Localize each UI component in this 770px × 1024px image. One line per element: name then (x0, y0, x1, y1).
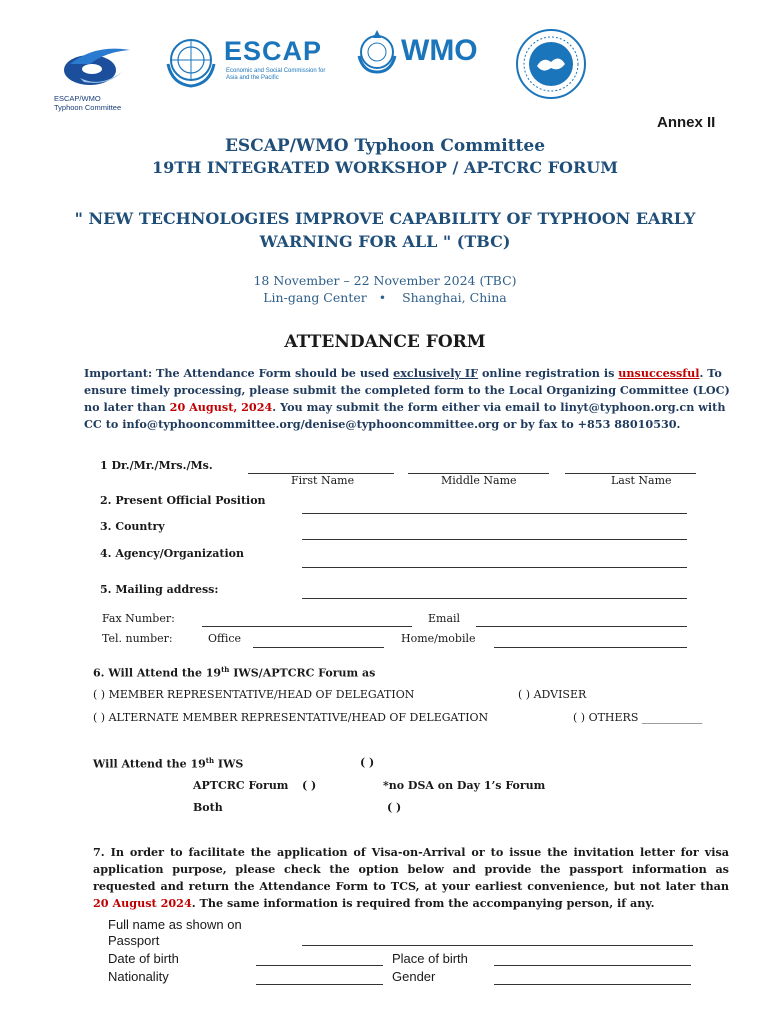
attend-text-b: IWS (214, 757, 244, 771)
event-dates: 18 November – 22 November 2024 (TBC) (253, 273, 517, 288)
role-question-text-b: IWS/APTCRC Forum as (229, 666, 376, 680)
mobile-phone-field[interactable] (494, 647, 687, 648)
venue-bullet: • (378, 290, 387, 305)
agency-field[interactable] (302, 567, 687, 568)
mailing-address-label: 5. Mailing address: (100, 583, 219, 596)
attend-text-a: Will Attend the 19 (93, 757, 206, 771)
visa-text-2: . The same information is required from the accompanying person, if any. (191, 896, 655, 910)
email-label: Email (428, 612, 461, 625)
escap-logo-subtitle: Economic and Social Commission for Asia and the Pacific (226, 68, 326, 81)
aptcrc-forum-label: APTCRC Forum (193, 779, 289, 792)
visa-text-1: 7. In order to facilitate the application of Visa-on-Arrival or to issue the invitation letter for visa application purpose, please check the option below and provide the passport information as requested and return the Attendance Form to TCS, at your earliest convenience, but not later than (93, 845, 729, 893)
annex-label: Annex II (657, 114, 716, 131)
attend-iws-label (93, 756, 243, 771)
cma-seal-icon (515, 28, 587, 100)
attend-sup: th (205, 756, 215, 765)
typhoon-committee-logo (50, 42, 140, 110)
first-name-label: First Name (291, 474, 355, 487)
email-field[interactable] (476, 626, 687, 627)
gender-field[interactable] (494, 984, 691, 985)
option-others[interactable]: ( ) OTHERS ___________ (573, 711, 703, 724)
wmo-logo-name: WMO (401, 34, 478, 67)
escap-logo-name: ESCAP (224, 36, 323, 66)
event-venue (0, 290, 770, 305)
important-notice (84, 365, 734, 433)
passport-name-field[interactable] (302, 945, 693, 946)
form-title: ATTENDANCE FORM (284, 332, 486, 352)
dob-label: Date of birth (108, 951, 179, 966)
workshop-title: 19TH INTEGRATED WORKSHOP / AP-TCRC FORUM (152, 158, 618, 177)
important-text-1: Important: The Attendance Form should be used (84, 366, 394, 380)
visa-deadline: 20 August 2024 (93, 896, 192, 910)
important-exclusive: exclusively IF (393, 366, 479, 380)
position-field[interactable] (302, 513, 687, 514)
fax-field[interactable] (202, 626, 412, 627)
nationality-label: Nationality (108, 969, 169, 984)
important-text-3: . To ensure timely processing, please submit the completed form to the Local Organizing Committee (LOC) no later than (84, 366, 730, 414)
theme-line-2: WARNING FOR ALL " (TBC) (259, 232, 511, 251)
last-name-label: Last Name (611, 474, 672, 487)
dsa-note: *no DSA on Day 1’s Forum (383, 779, 546, 792)
home-mobile-label: Home/mobile (401, 632, 476, 645)
country-field[interactable] (302, 539, 687, 540)
pob-field[interactable] (494, 965, 691, 966)
fax-label: Fax Number: (102, 612, 175, 625)
venue-name: Lin-gang Center (263, 290, 367, 305)
committee-title: ESCAP/WMO Typhoon Committee (224, 136, 546, 156)
wmo-logo (355, 28, 500, 78)
theme-line-1: " NEW TECHNOLOGIES IMPROVE CAPABILITY OF TYPHOON EARLY (74, 209, 696, 228)
visa-instructions (93, 844, 729, 912)
office-phone-field[interactable] (253, 647, 384, 648)
wmo-emblem-icon (355, 28, 399, 74)
middle-name-label: Middle Name (441, 474, 517, 487)
gender-label: Gender (392, 969, 436, 984)
role-question-text-a: 6. Will Attend the 19 (93, 666, 222, 680)
option-alternate-member[interactable]: ( ) ALTERNATE MEMBER REPRESENTATIVE/HEAD OF DELEGATION (93, 711, 489, 724)
position-label: 2. Present Official Position (100, 494, 266, 507)
mailing-address-field[interactable] (302, 598, 687, 599)
office-label: Office (208, 632, 242, 645)
agency-label: 4. Agency/Organization (100, 547, 244, 560)
cma-seal-logo (515, 28, 587, 100)
both-label: Both (193, 801, 223, 814)
typhoon-swirl-icon (50, 42, 140, 92)
escap-logo (162, 34, 332, 90)
un-emblem-icon (162, 34, 220, 90)
tel-label: Tel. number: (102, 632, 173, 645)
attendance-role-question (93, 665, 375, 680)
title-prefix-label: 1 Dr./Mr./Mrs./Ms. (100, 459, 213, 472)
option-adviser[interactable]: ( ) ADVISER (518, 688, 587, 701)
important-unsuccessful: unsuccessful (618, 366, 700, 380)
aptcrc-forum-checkbox[interactable]: ( ) (302, 779, 317, 792)
important-deadline: 20 August, 2024 (169, 400, 273, 414)
dob-field[interactable] (256, 965, 383, 966)
pob-label: Place of birth (392, 951, 468, 966)
important-text-4: . You may submit the form either via email to linyt@typhoon.org.cn with CC to info@typhooncommittee.org/denise@typhooncommittee.org or by fax to +853 88010530. (84, 400, 726, 431)
venue-city: Shanghai, China (402, 290, 507, 305)
iws-checkbox[interactable]: ( ) (360, 756, 375, 769)
passport-name-label: Full name as shown on Passport (108, 917, 242, 948)
both-checkbox[interactable]: ( ) (387, 801, 402, 814)
nationality-field[interactable] (256, 984, 383, 985)
typhoon-committee-logo-text: ESCAP/WMO Typhoon Committee (54, 94, 122, 112)
important-text-2: online registration is (478, 366, 619, 380)
country-label: 3. Country (100, 520, 165, 533)
option-member-representative[interactable]: ( ) MEMBER REPRESENTATIVE/HEAD OF DELEGATION (93, 688, 415, 701)
role-question-sup: th (221, 665, 230, 674)
